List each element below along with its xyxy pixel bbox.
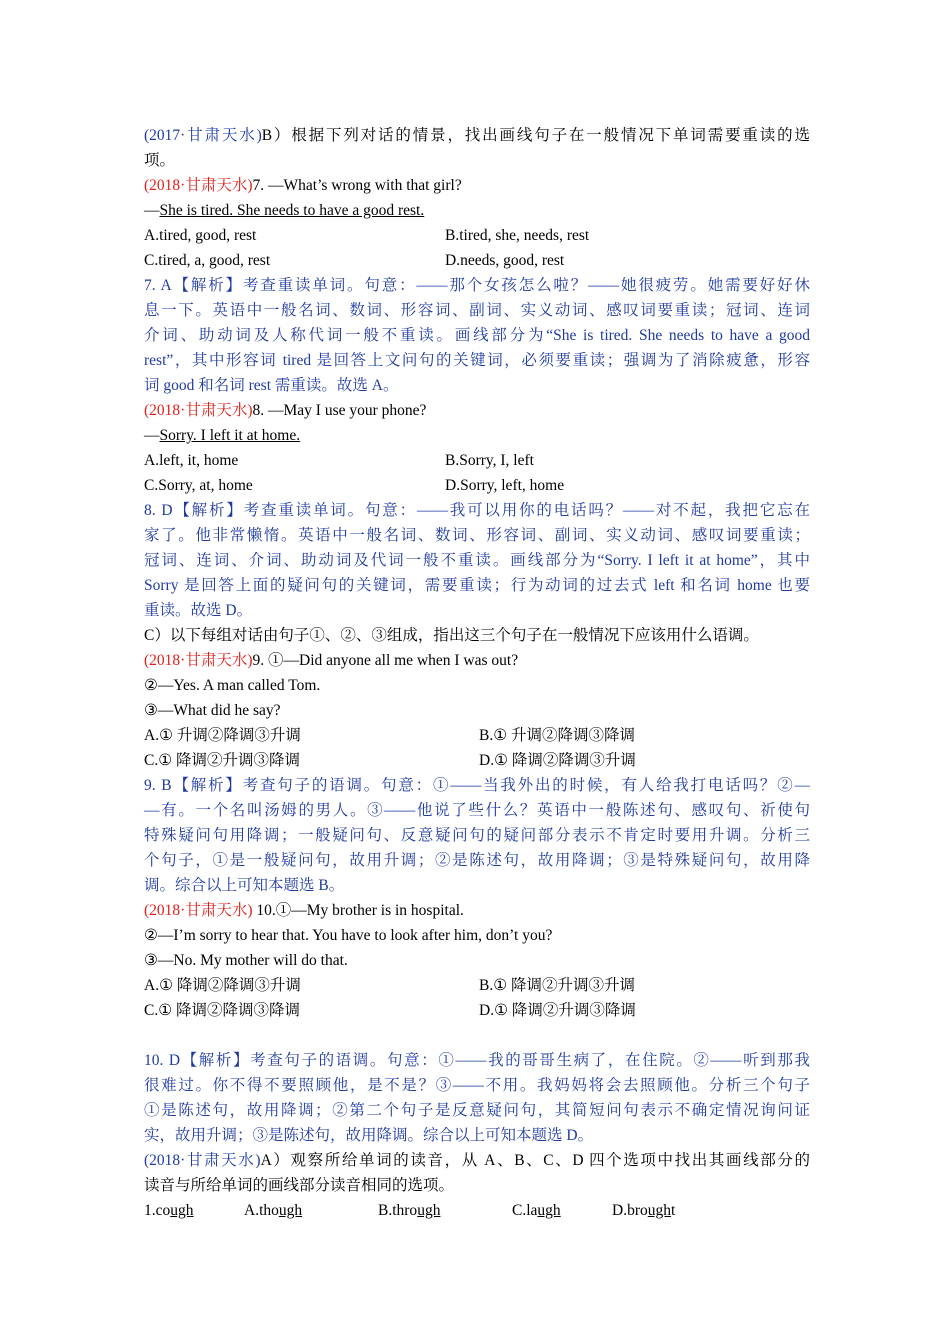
question-text: 8. —May I use your phone?	[252, 402, 427, 419]
dash: —	[144, 202, 160, 219]
q10-options-row-1	[144, 973, 810, 998]
q7-explanation: 息一下。英语中一般名词、数词、形容词、副词、实义动词、感叹词要重读；冠词、连词	[144, 302, 810, 319]
q10-options-row-2	[144, 998, 810, 1023]
q7-explanation: 词 good 和名词 rest 需重读。故选 A。	[144, 377, 399, 394]
underlined-sentence: She is tired. She needs to have a good rest.	[159, 202, 425, 219]
q7-question	[144, 173, 810, 198]
option-b: B.tired, she, needs, rest	[445, 227, 590, 244]
q10-line-1	[144, 898, 810, 923]
section-b-intro-cont: 项。	[144, 152, 176, 169]
q8-answer	[144, 423, 810, 448]
source-tag: (2017·甘肃天水)	[144, 127, 262, 144]
q7-answer	[144, 198, 810, 223]
q8-explanation: 8. D【解析】考查重读单词。句意：——我可以用你的电话吗？——对不起，我把它忘在	[144, 502, 810, 519]
q9-line-1	[144, 648, 810, 673]
q9-explanation: 特殊疑问句用降调；一般疑问句、反意疑问句的疑问部分表示不肯定时要用升调。分析三	[144, 827, 810, 844]
document-page	[144, 123, 810, 1223]
option-a: A.① 降调②降调③升调	[144, 977, 301, 994]
q9-explanation: 9. B【解析】考查句子的语调。句意：①——当我外出的时候，有人给我打电话吗？②—	[144, 777, 810, 794]
q9-line-2: ②—Yes. A man called Tom.	[144, 677, 321, 694]
q8-explanation: 家了。他非常懒惰。英语中一般名词、数词、形容词、副词、实义动词、感叹词要重读；	[144, 527, 810, 544]
option-a: A.left, it, home	[144, 452, 239, 469]
intro-text: A）观察所给单词的读音，从 A、B、C、D 四个选项中找出其画线部分的	[260, 1152, 810, 1169]
q1-word: 1.cough	[144, 1202, 194, 1219]
q9-explanation: —有。一个名叫汤姆的男人。③——他说了些什么？英语中一般陈述句、感叹句、祈使句	[144, 802, 810, 819]
q7-explanation: 7. A【解析】考查重读单词。句意：——那个女孩怎么啦？——她很疲劳。她需要好好休	[144, 277, 810, 294]
q7-explanation: 介词、助动词及人称代词一般不重读。画线部分为“She is tired. She needs to have a good	[144, 327, 810, 344]
q9-options-row-2	[144, 748, 810, 773]
dash: —	[144, 427, 160, 444]
source-tag: (2018·甘肃天水)	[144, 1152, 261, 1169]
option-d: D.① 降调②降调③升调	[479, 752, 636, 769]
option-d: D.Sorry, left, home	[445, 477, 565, 494]
source-tag: (2018·甘肃天水)	[144, 402, 253, 419]
q10-explanation: 10. D【解析】考查句子的语调。句意：①——我的哥哥生病了，在住院。②——听到那我	[144, 1052, 810, 1069]
option-d: D.① 降调②升调③降调	[479, 1002, 636, 1019]
section-a-intro-cont: 读音与所给单词的画线部分读音相同的选项。	[144, 1177, 455, 1194]
question-text: 7. —What’s wrong with that girl?	[252, 177, 462, 194]
option-c: C.① 降调②升调③降调	[144, 752, 300, 769]
option-d: D.needs, good, rest	[445, 252, 565, 269]
option-a: A.tired, good, rest	[144, 227, 257, 244]
q8-explanation: 冠词、连词、介词、助动词及代词一般不重读。画线部分为“Sorry. I left it at home”，其中	[144, 552, 810, 569]
q8-question	[144, 398, 810, 423]
section-b-intro	[144, 123, 810, 148]
spacer	[144, 1023, 810, 1048]
q7-options-row-1	[144, 223, 810, 248]
q9-explanation: 个句子，①是一般疑问句，故用升调；②是陈述句，故用降调；③是特殊疑问句，故用降	[144, 852, 810, 869]
q8-explanation: Sorry 是回答上面的疑问句的关键词，需要重读；行为动词的过去式 left 和名词 home 也要	[144, 577, 810, 594]
q8-explanation: 重读。故选 D。	[144, 602, 253, 619]
source-tag: (2018·甘肃天水)	[144, 902, 253, 919]
option-c: C.tired, a, good, rest	[144, 252, 271, 269]
option-b: B.through	[378, 1202, 441, 1219]
option-c: C.① 降调②降调③降调	[144, 1002, 300, 1019]
option-a: A.① 升调②降调③升调	[144, 727, 301, 744]
q9-line-3: ③—What did he say?	[144, 702, 281, 719]
dialog-line: 9. ①—Did anyone all me when I was out?	[252, 652, 519, 669]
option-a: A.though	[244, 1202, 303, 1219]
option-c: C.laugh	[512, 1202, 561, 1219]
option-b: B.① 降调②升调③升调	[479, 977, 635, 994]
q9-options-row-1	[144, 723, 810, 748]
source-tag: (2018·甘肃天水)	[144, 652, 253, 669]
underlined-sentence: Sorry. I left it at home.	[159, 427, 301, 444]
option-d: D.brought	[612, 1202, 676, 1219]
q9-explanation: 调。综合以上可知本题选 B。	[144, 877, 345, 894]
section-c-intro: C）以下每组对话由句子①、②、③组成，指出这三个句子在一般情况下应该用什么语调。	[144, 627, 759, 644]
q8-options-row-1	[144, 448, 810, 473]
option-c: C.Sorry, at, home	[144, 477, 253, 494]
option-b: B.Sorry, I, left	[445, 452, 534, 469]
dialog-line: 10.①—My brother is in hospital.	[252, 902, 464, 919]
q10-explanation: ①是陈述句，故用降调；②第二个句子是反意疑问句，其简短问句表示不确定情况询问证	[144, 1102, 810, 1119]
option-b: B.① 升调②降调③降调	[479, 727, 635, 744]
section-a-intro	[144, 1148, 810, 1173]
intro-text: B）根据下列对话的情景，找出画线句子在一般情况下单词需要重读的选	[261, 127, 810, 144]
q10-line-3: ③—No. My mother will do that.	[144, 952, 348, 969]
q7-explanation: rest”，其中形容词 tired 是回答上文问句的关键词，必须要重读；强调为了消除疲惫，形容	[144, 352, 810, 369]
q10-explanation: 很难过。你不得不要照顾他，是不是？③——不用。我妈妈将会去照顾他。分析三个句子	[144, 1077, 810, 1094]
q10-line-2: ②—I’m sorry to hear that. You have to look after him, don’t you?	[144, 927, 553, 944]
source-tag: (2018·甘肃天水)	[144, 177, 253, 194]
q7-options-row-2	[144, 248, 810, 273]
q1-row	[144, 1198, 810, 1223]
q8-options-row-2	[144, 473, 810, 498]
q10-explanation: 实，故用升调；③是陈述句，故用降调。综合以上可知本题选 D。	[144, 1127, 594, 1144]
